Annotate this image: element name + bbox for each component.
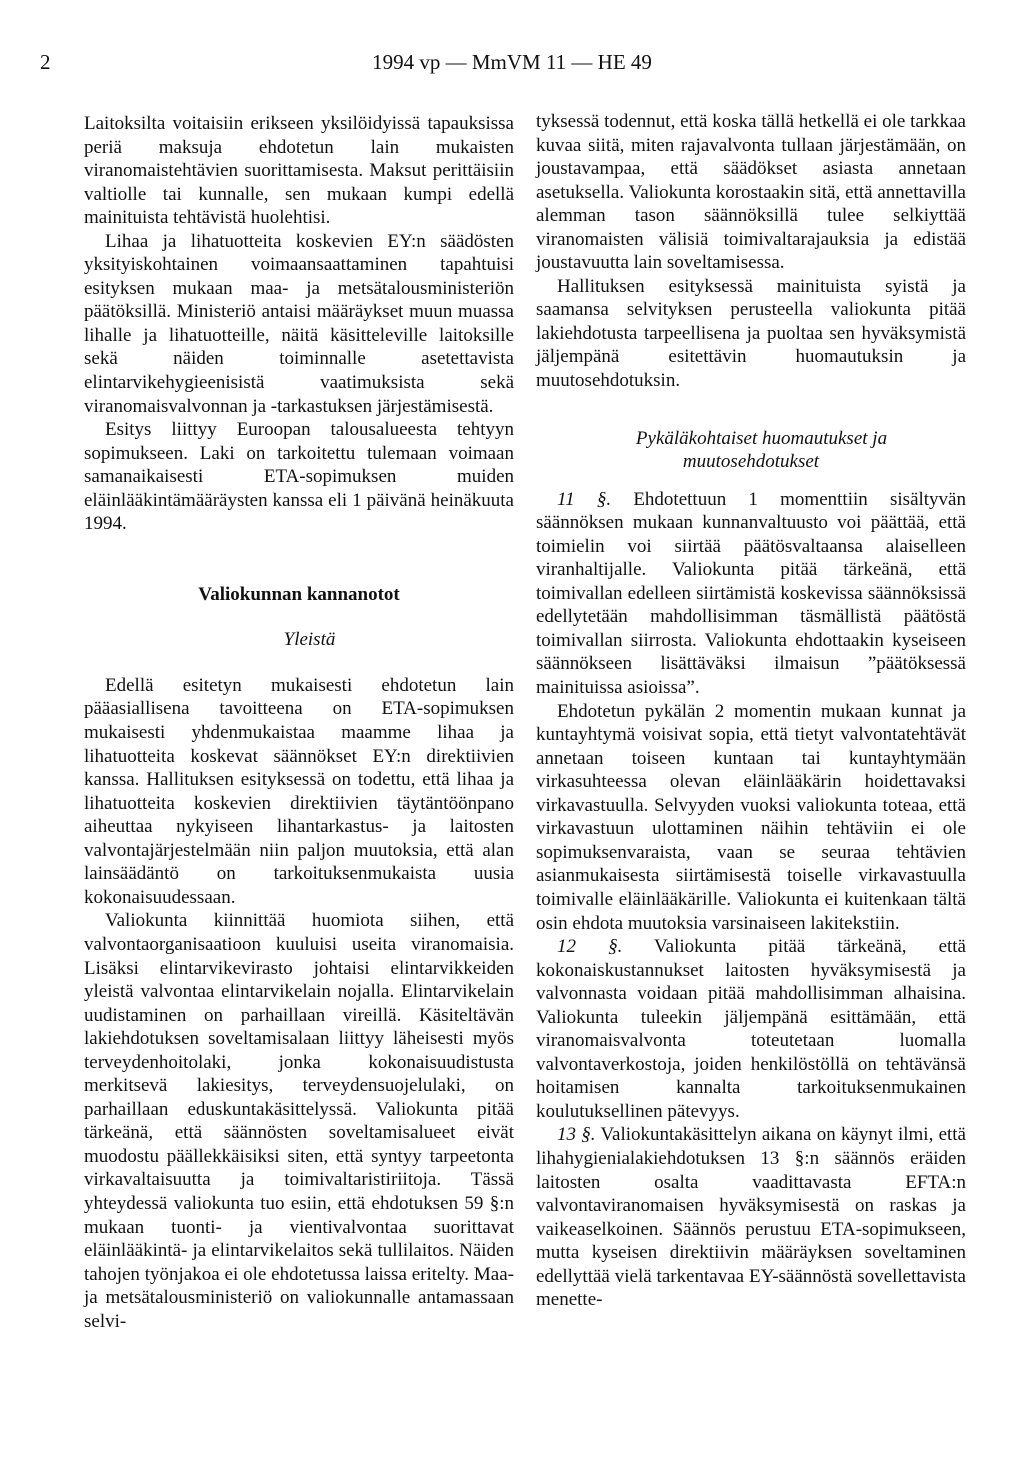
paragraph: Ehdotetun pykälän 2 momentin mukaan kunnat ja kuntayhtymä voisivat sopia, että tietyt valvontatehtävät annetaan toiseen kuntaan tai kuntayhtymään virkasuhteessa olevan eläinlääkärin hoidettavaksi virkavastuulla. Selvyyden vuoksi valiokunta toteaa, että virkavastuun ulottaminen näihin tehtäviin ei ole sopimuksenvaraista, vaan se seuraa tehtävien asianmukaisesta siirtämisestä toiselle virkavastuulla toimivalle eläinlääkärille. Valiokunta ei kuitenkaan tältä osin ehdota muutoksia varsinaiseen lakitekstiin. <box>536 700 966 934</box>
page-number: 2 <box>40 50 51 74</box>
section-text: Valiokunta pitää tärkeänä, että kokonaiskustannukset laitosten hyväksymisestä ja valvonnasta voidaan pitää mahdollisimman alhaisina. Valiokunta tuleekin jäljempänä esittämään, että viranomaisvalvonta toteutetaan luomalla valvontaverkostoja, joiden henkilöstöllä on tehtävänsä hoitamisen kannalta tarkoituksenmukainen koulutuksellinen pätevyys. <box>536 936 966 1122</box>
subsection-heading: Pykäläkohtaiset huomautukset ja muutosehdotukset <box>635 427 888 473</box>
subsection-heading: Yleistä <box>283 629 336 651</box>
right-column <box>536 110 966 1312</box>
section-13-paragraph <box>536 1123 966 1311</box>
paragraph: Esitys liittyy Euroopan talousalueesta tehtyyn sopimukseen. Laki on tarkoitettu tulemaan voimaan samanaikaisesti ETA-sopimuksen muiden eläinlääkintämääräysten kanssa eli 1 päivänä heinäkuuta 1994. <box>84 419 514 535</box>
paragraph: tyksessä todennut, että koska tällä hetkellä ei ole tarkkaa kuvaa siitä, miten rajavalvonta tullaan järjestämään, on joustavampaa, että säädökset asiasta annetaan asetuksella. Valiokunta korostaakin sitä, että annettavilla alemman tason säännöksillä tulee selkiyttää viranomaisten välisiä toimivaltarajauksia ja edistää joustavuutta lain soveltamisessa. <box>536 111 966 274</box>
paragraph: Laitoksilta voitaisiin erikseen yksilöidyissä tapauksissa periä maksuja ehdotetun lain mukaisten viranomaistehtävien suorittamisesta. Maksut perittäisiin valtiolle tai kunnalle, sen mukaan kumpi edellä mainituista tehtävistä huolehtisi. <box>84 113 514 229</box>
section-number: 12 §. <box>557 936 623 958</box>
section-11-paragraph <box>536 488 966 700</box>
section-heading: Valiokunnan kannanotot <box>198 583 400 605</box>
paragraph: Edellä esitetyn mukaisesti ehdotetun lain pääasiallisena tavoitteena on ETA-sopimuksen mukaisesti yhdenmukaistaa maamme lihaa ja lihatuotteita koskevat säännökset EY:n direktiivien kanssa. Hallituksen esityksessä on todettu, että lihaa ja lihatuotteita koskevien direktiivien täytäntöönpano aiheuttaa nykyiseen lihantarkastus- ja laitosten valvontajärjestelmään niin paljon muutoksia, että alan lainsäädäntö on tarkoituksenmukaista uusia kokonaisuudessaan. <box>84 674 514 908</box>
paragraph: Hallituksen esityksessä mainituista syistä ja saamansa selvityksen perusteella valiokunta pitää lakiehdotusta tarpeellisena ja puoltaa sen hyväksymistä jäljempänä esitettävin huomautuksin ja muutosehdotuksin. <box>536 275 966 392</box>
section-text: Ehdotettuun 1 momenttiin sisältyvän säännöksen mukaan kunnanvaltuusto voi päättää, että toimielin voi siirtää päätösvaltaansa alaiselleen viranhaltijalle. Valiokunta pitää tärkeänä, että toimivallan edelleen siirtämistä koskevissa säännöksissä edellytetään mahdollisimman täsmällistä päätöstä toimivallan siirrosta. Valiokunta ehdottaakin kyseiseen säännökseen lisättäväksi ilmaisun ”päätöksessä mainituissa asioissa”. <box>536 488 966 699</box>
section-number: 13 §. <box>557 1124 596 1146</box>
paragraph: Lihaa ja lihatuotteita koskevien EY:n säädösten yksityiskohtainen voimaansaattaminen tapahtuisi esityksen mukaan maa- ja metsätalousministeriön päätöksillä. Ministeriö antaisi määräykset muun muassa lihalle ja lihatuotteille, näitä käsitteleville laitoksille sekä näiden toiminnalle asetettavista elintarvikehygieenisistä vaatimuksista sekä viranomaisvalvonnan ja -tarkastuksen järjestämisestä. <box>84 230 514 417</box>
left-column <box>84 112 514 1333</box>
section-12-paragraph <box>536 935 966 1123</box>
section-number: 11 §. <box>557 488 612 510</box>
section-text: Valiokuntakäsittelyn aikana on käynyt ilmi, että lihahygienialakiehdotuksen 13 §:n säännös eräiden laitosten osalta vaadittavasta EFTA:n valvontaviranomaisen hyväksymisestä on raskas ja vaikeaselkoinen. Säännös perustuu ETA-sopimukseen, mutta kyseisen direktiivin määräyksen soveltaminen edellyttää vielä tarkentavaa EY-säännöstä sovellettavista menette- <box>536 1124 966 1311</box>
running-head: 1994 vp — MmVM 11 — HE 49 <box>372 50 652 74</box>
paragraph: Valiokunta kiinnittää huomiota siihen, että valvontaorganisaatioon kuuluisi useita viranomaisia. Lisäksi elintarvikevirasto johtaisi elintarvikkeiden yleistä valvontaa elintarvikelain nojalla. Elintarvikelain uudistaminen on parhaillaan vireillä. Käsiteltävän lakiehdotuksen soveltamisalaan liittyy läheisesti myös terveydenhoitolaki, jonka kokonaisuudistusta merkitsevä lakiesitys, terveydensuojelulaki, on parhaillaan eduskuntakäsittelyssä. Valiokunta pitää tärkeänä, että säännösten soveltamisalueet eivät muodostu päällekkäisiksi siten, että syntyy tarpeetonta virkavaltaisuutta ja toimivaltaristiriitoja. Tässä yhteydessä valiokunta tuo esiin, että ehdotuksen 59 §:n mukaan tuonti- ja vientivalvontaa suorittavat eläinlääkintä- ja elintarvikelaitos sekä tullilaitos. Näiden tahojen työnjakoa ei ole ehdotetussa laissa eritelty. Maa- ja metsätalousministeriö on valiokunnalle antamassaan selvi- <box>84 910 514 1332</box>
